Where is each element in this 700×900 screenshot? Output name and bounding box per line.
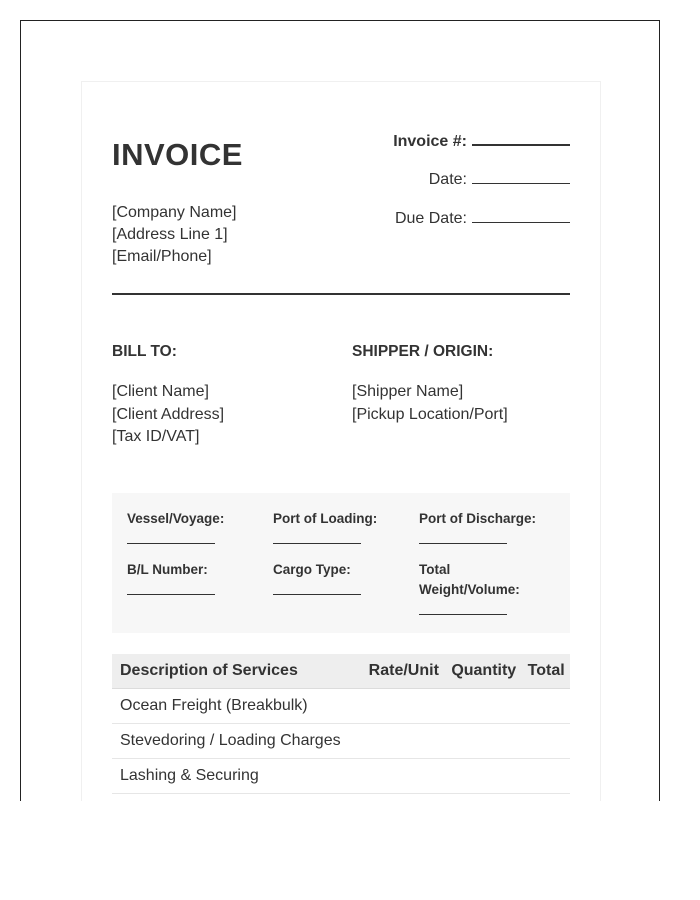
port-of-discharge-field <box>419 509 536 544</box>
shipping-info-box <box>112 493 570 633</box>
company-name: [Company Name] <box>112 204 237 221</box>
table-row <box>112 759 570 794</box>
bill-to-heading: BILL TO: <box>112 343 177 360</box>
total-weight-field <box>419 560 520 615</box>
header-rate-unit: Rate/Unit <box>362 654 445 689</box>
service-description: Lashing & Securing <box>112 759 362 794</box>
date-row <box>393 169 570 208</box>
service-rate <box>362 759 445 794</box>
service-description: Ocean Freight (Breakbulk) <box>112 689 362 724</box>
document-frame <box>20 20 660 801</box>
invoice-title: INVOICE <box>112 137 243 172</box>
service-total <box>522 759 570 794</box>
bill-to-section <box>112 343 224 449</box>
service-quantity <box>445 759 522 794</box>
port-of-loading-label: Port of Loading: <box>273 511 378 526</box>
header-quantity: Quantity <box>445 654 522 689</box>
due-date-row <box>393 208 570 247</box>
total-weight-label-line1: Total <box>419 562 451 577</box>
company-info <box>112 202 237 268</box>
vessel-voyage-blank[interactable] <box>127 529 215 544</box>
header-description: Description of Services <box>112 654 362 689</box>
invoice-number-label: Invoice #: <box>393 133 467 150</box>
cargo-type-field <box>273 560 361 595</box>
cargo-type-blank[interactable] <box>273 580 361 595</box>
shipper-heading: SHIPPER / ORIGIN: <box>352 343 494 360</box>
header-divider <box>112 293 570 295</box>
bl-number-field <box>127 560 215 595</box>
client-tax-id: [Tax ID/VAT] <box>112 428 200 445</box>
date-field[interactable] <box>472 169 570 184</box>
header-total: Total <box>522 654 570 689</box>
service-total <box>522 689 570 724</box>
service-description: Stevedoring / Loading Charges <box>112 724 362 759</box>
invoice-sheet <box>81 81 601 801</box>
client-name: [Client Name] <box>112 383 209 400</box>
invoice-meta <box>393 130 570 247</box>
port-of-discharge-blank[interactable] <box>419 529 507 544</box>
cargo-type-label: Cargo Type: <box>273 562 351 577</box>
services-table <box>112 654 570 794</box>
shipper-section <box>352 343 508 426</box>
date-label: Date: <box>428 171 467 188</box>
invoice-number-field[interactable] <box>472 130 570 146</box>
port-of-discharge-label: Port of Discharge: <box>419 511 537 526</box>
port-of-loading-field <box>273 509 377 544</box>
company-address: [Address Line 1] <box>112 226 228 243</box>
total-weight-label-line2: Weight/Volume: <box>419 582 520 597</box>
shipper-name: [Shipper Name] <box>352 383 464 400</box>
due-date-field[interactable] <box>472 208 570 223</box>
service-rate <box>362 724 445 759</box>
table-row <box>112 724 570 759</box>
port-of-loading-blank[interactable] <box>273 529 361 544</box>
client-address: [Client Address] <box>112 405 225 423</box>
company-contact: [Email/Phone] <box>112 248 212 265</box>
vessel-voyage-field <box>127 509 224 544</box>
table-row <box>112 689 570 724</box>
service-total <box>522 724 570 759</box>
vessel-voyage-label: Vessel/Voyage: <box>127 511 225 526</box>
service-quantity <box>445 724 522 759</box>
service-quantity <box>445 689 522 724</box>
service-rate <box>362 689 445 724</box>
services-table-header <box>112 654 570 689</box>
due-date-label: Due Date: <box>394 210 467 227</box>
bl-number-blank[interactable] <box>127 580 215 595</box>
invoice-number-row <box>393 130 570 169</box>
total-weight-blank[interactable] <box>419 600 507 615</box>
bl-number-label: B/L Number: <box>127 562 208 577</box>
pickup-location: [Pickup Location/Port] <box>352 405 508 423</box>
